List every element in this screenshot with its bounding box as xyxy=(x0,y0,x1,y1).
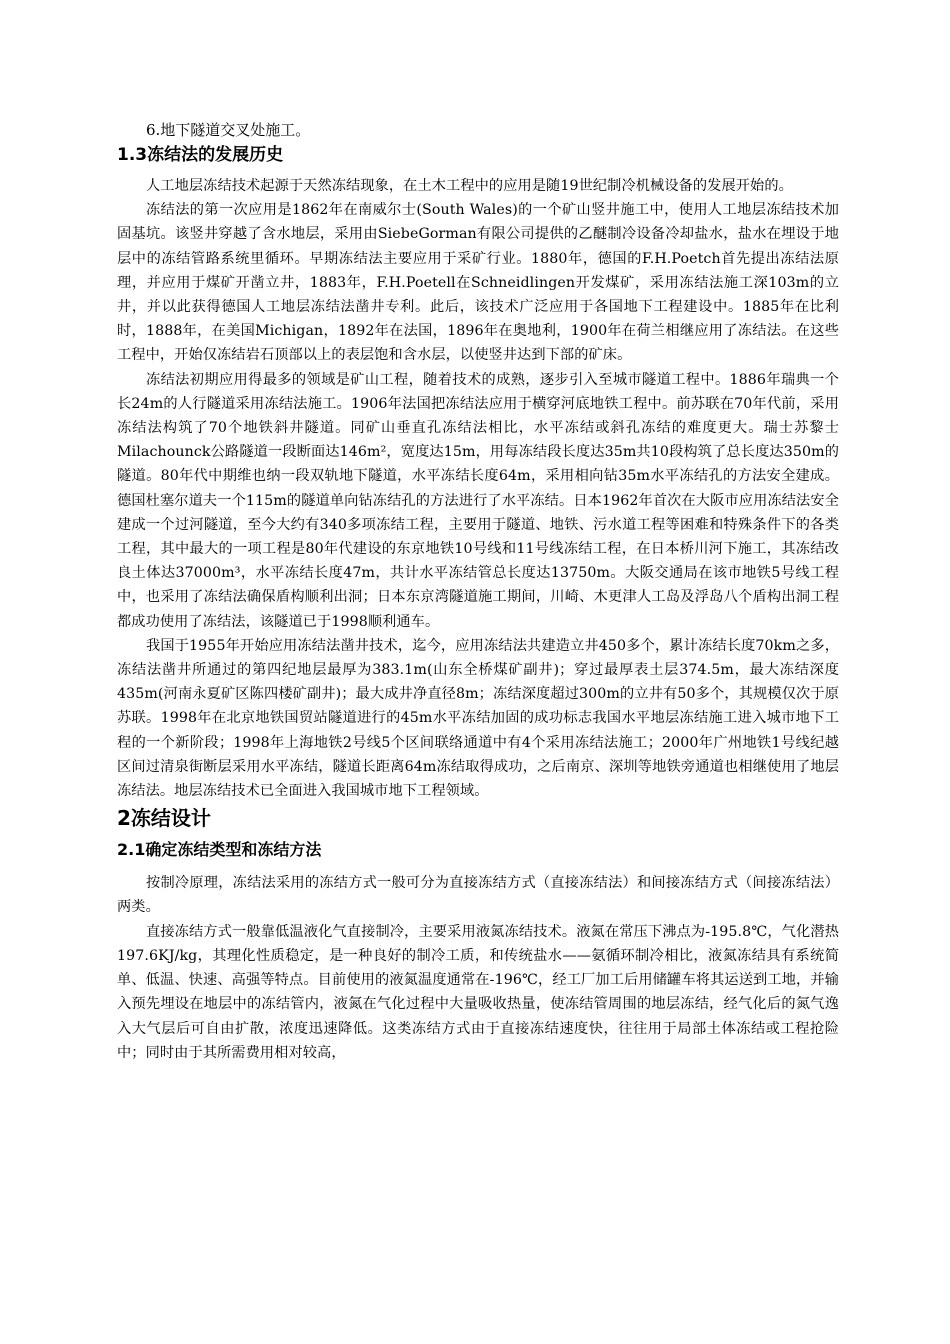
section-2-heading: 2冻结设计 xyxy=(117,806,211,831)
list-item-6: 6.地下隧道交叉处施工。 xyxy=(146,121,311,139)
section-1-3-paragraph-2: 冻结法的第一次应用是1862年在南威尔士(South Wales)的一个矿山竖井施工中，使用人工地层冻结技术加固基坑。该竖井穿越了含水地层，采用由SiebeGorman有限公司提供的乙醚制冷设备冷却盐水，盐水在埋设于地层中的冻结管路系统里循环。早期冻结法主要应用于采矿行业。1880年，德国的F.H.Poetch首先提出冻结法原理，并应用于煤矿开凿立井，1883年，F.H.Poetell在Schneidlingen开发煤矿，采用冻结法施工深103m的立井，并以此获得德国人工地层冻结法凿井专利。此后，该技术广泛应用于各国地下工程建设中。1885年在比利时，1888年，在美国Michigan，1892年在法国，1896年在奥地利，1900年在荷兰相继应用了冻结法。在这些工程中，开始仅冻结岩石顶部以上的表层饱和含水层，以使竖井达到下部的矿床。 xyxy=(117,202,839,364)
section-2-1-heading: 2.1确定冻结类型和冻结方法 xyxy=(117,840,322,860)
section-2-1-paragraph-2: 直接冻结方式一般靠低温液化气直接制冷，主要采用液氮冻结技术。液氮在常压下沸点为-195.8℃，气化潜热197.6KJ/kg，其理化性质稳定，是一种良好的制冷工质，和传统盐水——氨循环制冷相比，液氮冻结具有系统简单、低温、快速、高强等特点。目前使用的液氮温度通常在-196℃，经工厂加工后用储罐车将其运送到工地，并输入预先埋设在地层中的冻结管内，液氮在气化过程中大量吸收热量，使冻结管周围的地层冻结，经气化后的氮气逸入大气层后可自由扩散，浓度迅速降低。这类冻结方式由于直接冻结速度快，往往用于局部土体冻结或工程抢险中；同时由于其所需费用相对较高， xyxy=(117,923,839,1061)
section-1-3-heading: 1.3冻结法的发展历史 xyxy=(117,145,284,165)
document-page xyxy=(117,118,839,1065)
section-1-3-paragraph-4: 我国于1955年开始应用冻结法凿井技术，迄今，应用冻结法共建造立井450多个，累计冻结长度70km之多，冻结法凿井所通过的第四纪地层最厚为383.1m(山东全桥煤矿副井)；穿过最厚表土层374.5m，最大冻结深度435m(河南永夏矿区陈四楼矿副井)；最大成井净直径8m；冻结深度超过300m的立井有50多个，其规模仅次于原苏联。1998年在北京地铁国贸站隧道进行的45m水平冻结加固的成功标志我国水平地层冻结施工进入城市地下工程的一个新阶段；1998年上海地铁2号线5个区间联络通道中有4个采用冻结法施工；2000年广州地铁1号线纪越区间过清泉街断层采用水平冻结，隧道长距离64m冻结取得成功，之后南京、深圳等地铁旁通道也相继使用了地层冻结法。地层冻结技术已全面进入我国城市地下工程领域。 xyxy=(117,637,839,800)
section-1-3-paragraph-3: 冻结法初期应用得最多的领域是矿山工程，随着技术的成熟，逐步引入至城市隧道工程中。1886年瑞典一个长24m的人行隧道采用冻结法施工。1906年法国把冻结法应用于横穿河底地铁工程中。前苏联在70年代前，采用冻结法构筑了70个地铁斜井隧道。同矿山垂直孔冻结法相比，水平冻结或斜孔冻结的难度更大。瑞士苏黎士Milachounck公路隧道一段断面达146m²，宽度达15m，用每冻结段长度达35m共10段构筑了总长度达350m的隧道。80年代中期维也纳一段双轨地下隧道，水平冻结长度64m，采用相向钻35m水平冻结孔的方法安全建成。德国杜塞尔道夫一个115m的隧道单向钻冻结孔的方法进行了水平冻结。日本1962年首次在大阪市应用冻结法安全建成一个过河隧道，至今大约有340多项冻结工程，主要用于隧道、地铁、污水道工程等困难和特殊条件下的各类工程，其中最大的一项工程是80年代建设的东京地铁10号线和11号线冻结工程，在日本桥川河下施工，其冻结改良土体达37000m³，水平冻结长度47m，共计水平冻结管总长度达13750m。大阪交通局在该市地铁5号线工程中，也采用了冻结法确保盾构顺利出洞；日本东京湾隧道施工期间，川崎、木更津人工岛及浮岛八个盾构出洞工程都成功使用了冻结法，该隧道已于1998顺利通车。 xyxy=(117,371,839,630)
section-1-3-paragraph-1: 人工地层冻结技术起源于天然冻结现象，在土木工程中的应用是随19世纪制冷机械设备的发展开始的。 xyxy=(146,178,793,194)
section-2-1-paragraph-1: 按制冷原理，冻结法采用的冻结方式一般可分为直接冻结方式（直接冻结法）和间接冻结方式（间接冻结法）两类。 xyxy=(117,875,839,916)
